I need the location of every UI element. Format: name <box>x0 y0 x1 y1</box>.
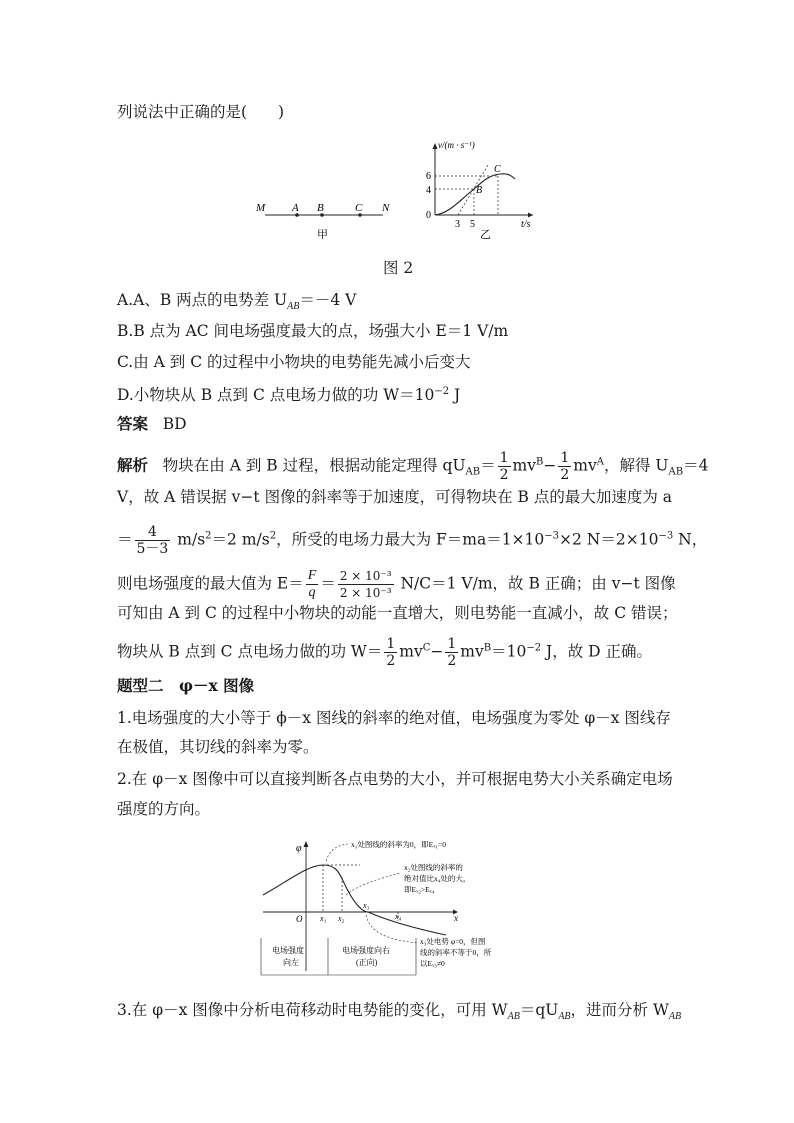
point-2-line-1: 2.在 φ－x 图像中可以直接判断各点电势的大小，并可根据电势大小关系确定电场 <box>117 770 673 788</box>
analysis-line-5: 可知由 A 到 C 的过程中小物块的动能一直增大，则电势能一直减小，故 C 错误； <box>117 604 678 622</box>
phi-note-2b: 绝对值比x₄处的大， <box>404 874 471 883</box>
point-2-line-2: 强度的方向。 <box>117 800 211 818</box>
box-left-2: 向左 <box>283 958 299 967</box>
label-M: M <box>256 202 266 214</box>
yi-ylabel: v/(m · s⁻¹) <box>438 140 475 150</box>
analysis-line-4: 则电场强度的最大值为 E＝ $\frac{F}{q}$ ＝ $\frac{\text{2 × 10⁻³}}{\text{2 × 10⁻³}}$ N/C＝1 V/m，故 B 正确；由 v−t 图像 <box>117 568 676 600</box>
yi-origin: 0 <box>426 210 431 221</box>
question-stem: 列说法中正确的是( ) <box>117 103 285 121</box>
phi-note-3b: 线的斜率不等于0，所 <box>420 948 492 957</box>
box-right-1: 电场强度向右 <box>342 946 390 955</box>
phi-x-graph <box>258 835 518 980</box>
label-C: C <box>355 202 363 214</box>
label-N: N <box>382 202 390 214</box>
analysis-line-1: 解析 物块在由 A 到 B 过程，根据动能定理得 $qU_{AB}=$ $\frac{1}{2}$ $mv^B-$ $\frac{1}{2}$ $mv^A$，解得 $U_{AB}=4$ <box>117 450 709 483</box>
option-c: C.由 A 到 C 的过程中小物块的电势能先减小后变大 <box>117 353 471 371</box>
answer: 答案 BD <box>117 414 187 433</box>
option-a: A.A、B 两点的电势差 $U_{AB}=-4$ V <box>117 291 357 313</box>
phi-xtick-1: x₁ <box>320 914 327 923</box>
phi-note-3a: x₃处电势 φ=0，但图 <box>420 937 486 946</box>
option-b: B.B 点为 AC 间电场强度最大的点，场强大小 E＝1 V/m <box>117 322 509 340</box>
phi-xtick-2: x₂ <box>338 914 345 923</box>
phi-xtick-4: x₄ <box>395 912 402 921</box>
yi-point-C: C <box>494 164 501 175</box>
yi-ytick-4: 4 <box>426 185 431 196</box>
label-jia: 甲 <box>317 229 328 241</box>
figure-yi <box>426 140 533 241</box>
box-left-1: 电场强度 <box>272 946 304 955</box>
phi-note-2a: x₂处图线的斜率的 <box>404 863 463 872</box>
phi-origin: O <box>296 914 303 924</box>
yi-xtick-5: 5 <box>470 219 475 230</box>
yi-xlabel: t/s <box>521 219 531 230</box>
section-title: 题型二 φ－x 图像 <box>117 676 255 695</box>
analysis-line-2: V，故 A 错误据 v−t 图像的斜率等于加速度，可得物块在 B 点的最大加速度为 a <box>117 488 672 506</box>
label-yi: 乙 <box>480 229 491 241</box>
phi-note-2c: 即Eₓ₂>Eₓ₄ <box>404 885 435 894</box>
phi-xtick-3: x₃ <box>363 901 370 910</box>
analysis-line-3: ＝ $\frac{4}{5-3}$ $m/s^2=2$ $m/s^2$，所受的电场力最大为 $F=ma=1\times 10^{-3}\times 2$ $N=2\times 10^{-3}$ N， <box>117 524 708 557</box>
phi-note-3c: 以Eₓ₃≠0 <box>420 959 445 968</box>
yi-ytick-6: 6 <box>426 171 431 182</box>
yi-xtick-3: 3 <box>455 219 460 230</box>
label-B: B <box>317 202 324 214</box>
figure-caption: 图 2 <box>383 259 414 277</box>
analysis-line-6: 物块从 B 点到 C 点电场力做的功 W＝ $\frac{1}{2}$ $mv^C-$ $\frac{1}{2}$ $mv^B=10^{-2}$ J，故 D 正确。 <box>117 636 653 669</box>
label-A: A <box>292 202 299 214</box>
point-1-line-1: 1.电场强度的大小等于 ϕ－x 图线的斜率的绝对值，电场强度为零处 φ－x 图线存 <box>117 709 671 727</box>
phi-x-axis-label: x <box>454 913 458 923</box>
phi-axis-label: φ <box>296 843 302 854</box>
point-3: 3.在 φ－x 图像中分析电荷移动时电势能的变化，可用 $W_{AB}=qU_{AB}$，进而分析 $W_{AB}$ <box>117 1001 682 1023</box>
figure-2 <box>250 135 550 250</box>
figure-jia <box>255 202 390 241</box>
phi-note-1: x₁处图线的斜率为0，即Eₓ₁=0 <box>351 840 446 849</box>
point-1-line-2: 在极值，其切线的斜率为零。 <box>117 738 319 756</box>
option-d: D.小物块从 B 点到 C 点电场力做的功 $W=10^{-2}$ J <box>117 386 461 405</box>
yi-point-B: B <box>476 185 483 196</box>
box-right-2: (正向) <box>356 958 378 967</box>
